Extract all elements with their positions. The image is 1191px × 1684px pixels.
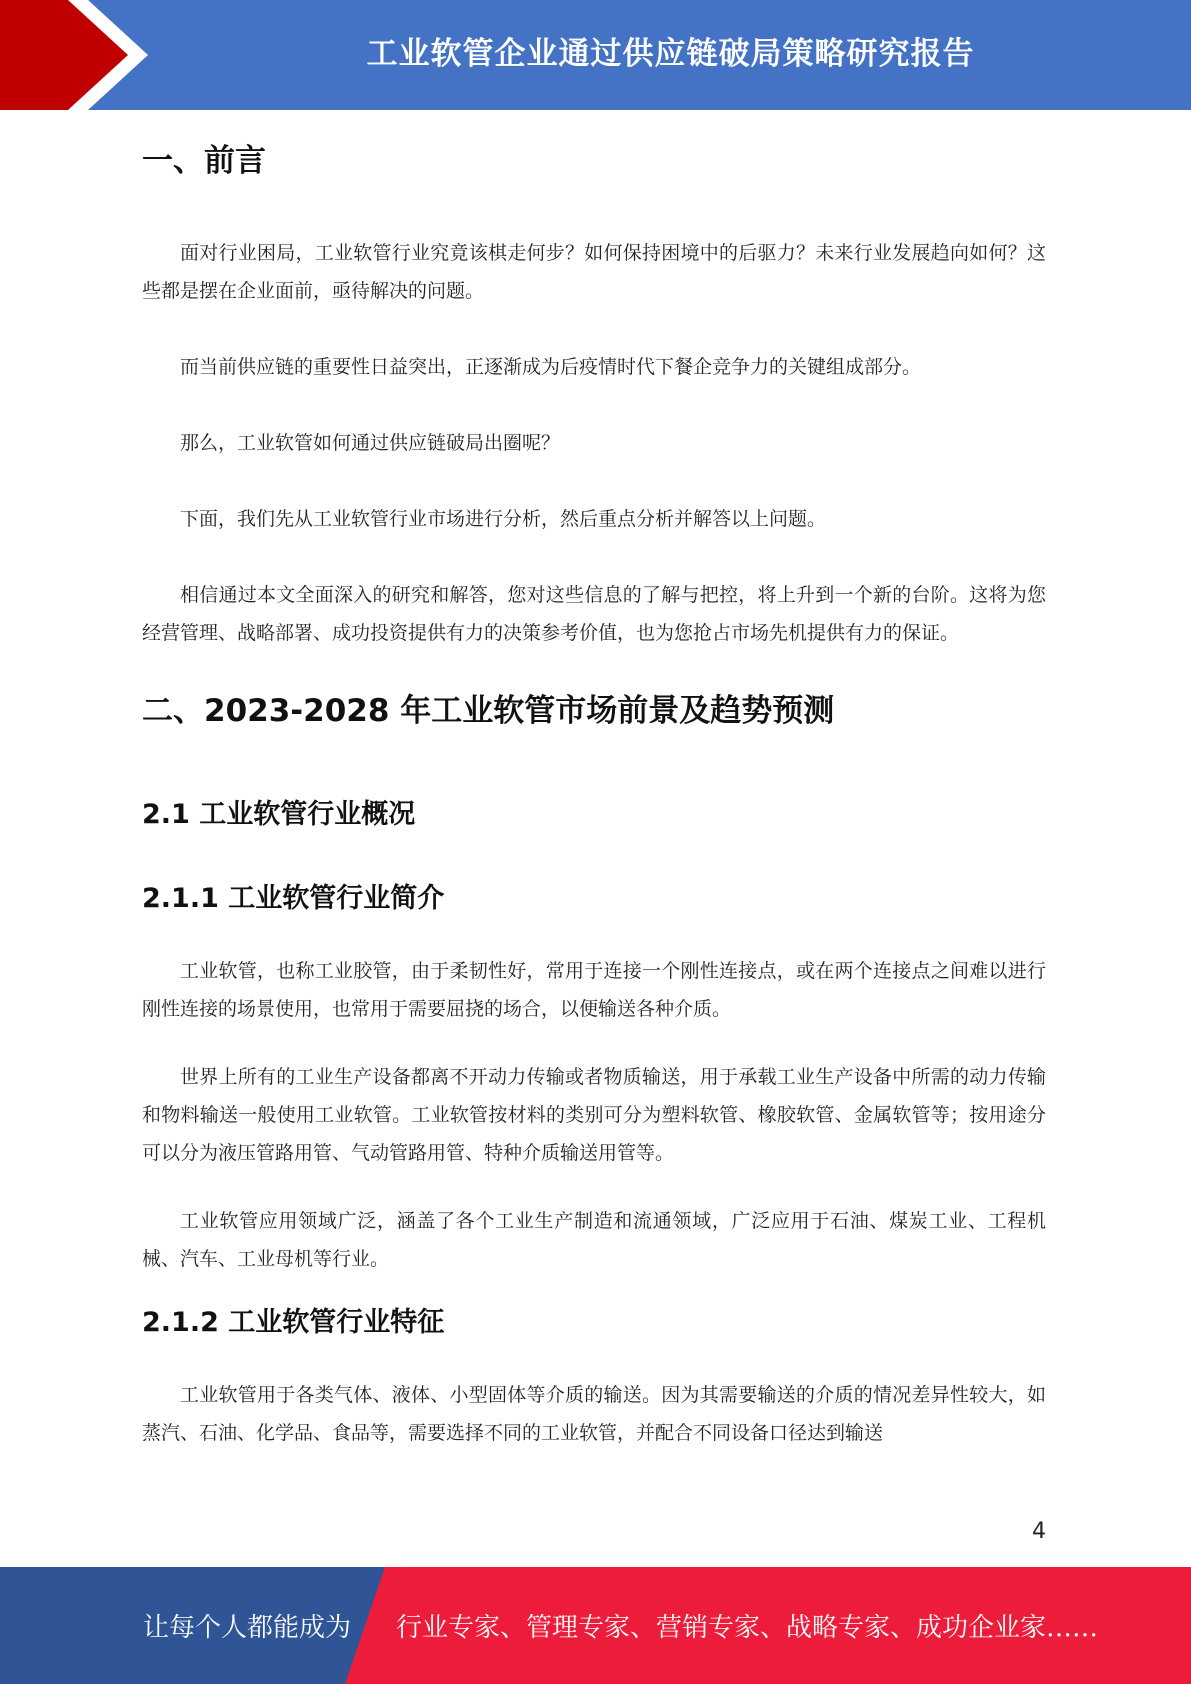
subsection-heading-overview: 2.1 工业软管行业概况 (142, 799, 416, 830)
page-footer (0, 1567, 1191, 1684)
section-heading-forecast: 二、2023-2028 年工业软管市场前景及趋势预测 (142, 693, 835, 729)
paragraph: 工业软管，也称工业胶管，由于柔韧性好，常用于连接一个刚性连接点，或在两个连接点之间难以进行刚性连接的场景使用，也常用于需要屈挠的场合，以便输送各种介质。 (142, 960, 1046, 1020)
paragraph: 工业软管用于各类气体、液体、小型固体等介质的输送。因为其需要输送的介质的情况差异性较大，如蒸汽、石油、化学品、食品等，需要选择不同的工业软管，并配合不同设备口径达到输送 (142, 1384, 1046, 1444)
report-title: 工业软管企业通过供应链破局策略研究报告 (366, 35, 975, 72)
document-body (142, 130, 1046, 1452)
paragraph: 世界上所有的工业生产设备都离不开动力传输或者物质输送，用于承载工业生产设备中所需的动力传输和物料输送一般使用工业软管。工业软管按材料的类别可分为塑料软管、橡胶软管、金属软管等；按用途分可以分为液压管路用管、气动管路用管、特种介质输送用管等。 (142, 1066, 1046, 1164)
section-heading-preface: 一、前言 (142, 143, 266, 179)
red-chevron-decoration (0, 0, 160, 110)
page-header (0, 0, 1191, 110)
paragraph: 相信通过本文全面深入的研究和解答，您对这些信息的了解与把控，将上升到一个新的台阶。这将为您经营管理、战略部署、成功投资提供有力的决策参考价值，也为您抢占市场先机提供有力的保证。 (142, 584, 1046, 644)
paragraph: 工业软管应用领域广泛，涵盖了各个工业生产制造和流通领域，广泛应用于石油、煤炭工业、工程机械、汽车、工业母机等行业。 (142, 1210, 1046, 1270)
footer-slogan-left: 让每个人都能成为 (143, 1613, 352, 1643)
paragraph: 那么，工业软管如何通过供应链破局出圈呢？ (180, 432, 561, 454)
page-number: 4 (1032, 1519, 1046, 1544)
subsection-heading-features: 2.1.2 工业软管行业特征 (142, 1307, 445, 1338)
footer-slogan-right: 行业专家、管理专家、营销专家、战略专家、成功企业家…… (396, 1613, 1099, 1643)
paragraph: 下面，我们先从工业软管行业市场进行分析，然后重点分析并解答以上问题。 (180, 508, 827, 530)
subsection-heading-intro: 2.1.1 工业软管行业简介 (142, 883, 445, 914)
paragraph: 而当前供应链的重要性日益突出，正逐渐成为后疫情时代下餐企竞争力的关键组成部分。 (180, 356, 922, 378)
paragraph: 面对行业困局，工业软管行业究竟该棋走何步？如何保持困境中的后驱力？未来行业发展趋向如何？这些都是摆在企业面前，亟待解决的问题。 (142, 242, 1046, 302)
